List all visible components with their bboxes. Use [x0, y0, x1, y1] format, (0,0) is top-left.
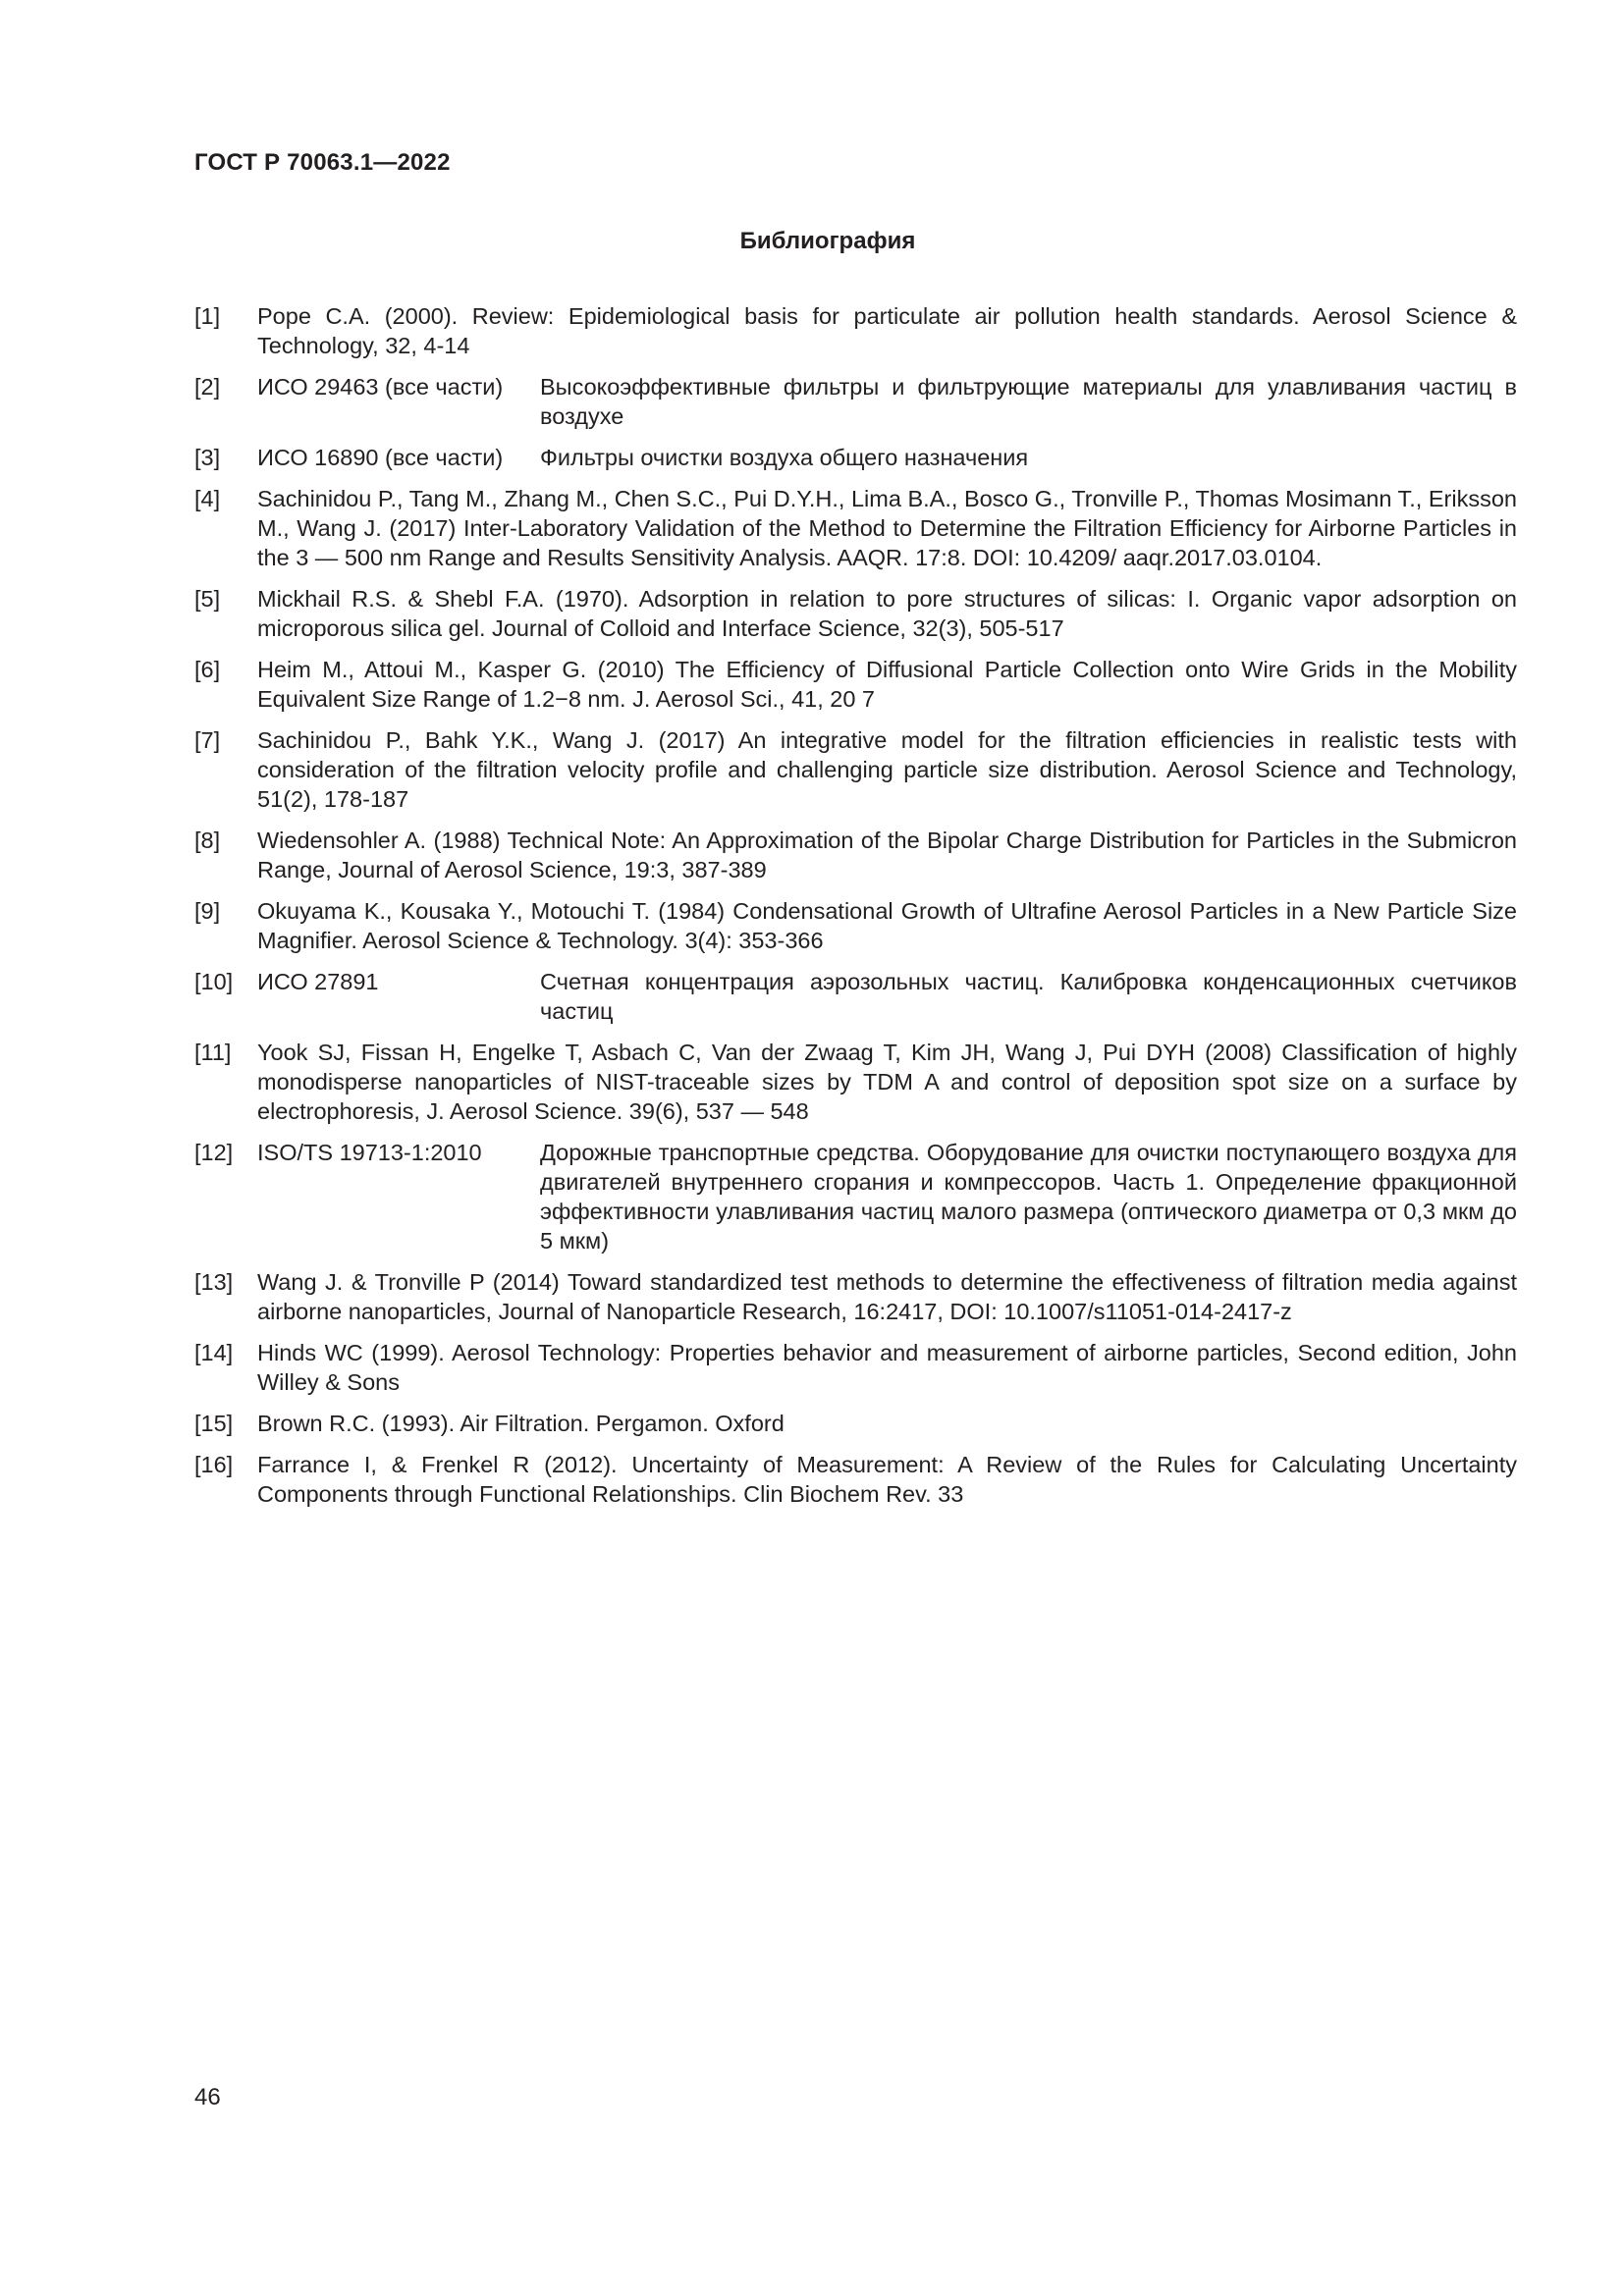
bibliography-entry: [194, 1267, 1517, 1326]
bibliography-entry: [194, 1450, 1517, 1509]
entry-text: Yook SJ, Fissan H, Engelke T, Asbach C, Van der Zwaag T, Kim JH, Wang J, Pui DYH (2008) Classification of highly monodisperse nanoparticles of NIST-traceable sizes by TDM A and control of deposition spot size on a surface by electrophoresis, J. Aerosol Science. 39(6), 537 — 548: [257, 1040, 1517, 1124]
entry-number: [15]: [194, 1411, 234, 1436]
entry-text: Okuyama K., Kousaka Y., Motouchi T. (1984) Condensational Growth of Ultrafine Aerosol Particles in a New Particle Size Magnifier. Aerosol Science & Technology. 3(4): 353-366: [257, 898, 1517, 953]
entry-number: [3]: [194, 445, 221, 470]
entry-standard-title: Счетная концентрация аэрозольных частиц. Калибровка конденсационных счетчиков частиц: [540, 969, 1517, 1024]
entry-number: [5]: [194, 586, 221, 612]
entry-number: [4]: [194, 486, 221, 511]
entry-text: Sachinidou P., Bahk Y.K., Wang J. (2017) An integrative model for the filtration efficiencies in realistic tests with consideration of the filtration velocity profile and challenging particle size distribution. Aerosol Science and Technology, 51(2), 178-187: [257, 727, 1517, 812]
bibliography-entry: [194, 443, 1517, 472]
entry-standard-code: ISO/TS 19713-1:2010: [257, 1140, 482, 1165]
entry-text: Mickhail R.S. & Shebl F.A. (1970). Adsorption in relation to pore structures of silicas: I. Organic vapor adsorption on microporous silica gel. Journal of Colloid and Interface Science, 32(3), 505-517: [257, 586, 1517, 641]
entry-number: [14]: [194, 1340, 234, 1365]
bibliography-list: [194, 301, 1517, 1521]
entry-text: Heim M., Attoui M., Kasper G. (2010) The Efficiency of Diffusional Particle Collection onto Wire Grids in the Mobility Equivalent Size Range of 1.2−8 nm. J. Aerosol Sci., 41, 20 7: [257, 657, 1517, 712]
entry-number: [6]: [194, 657, 221, 682]
entry-number: [7]: [194, 727, 221, 753]
bibliography-entry: [194, 372, 1517, 431]
entry-standard-code: ИСО 27891: [257, 969, 379, 994]
entry-number: [10]: [194, 969, 234, 994]
entry-number: [12]: [194, 1140, 234, 1165]
entry-text: Hinds WC (1999). Aerosol Technology: Properties behavior and measurement of airborne particles, Second edition, John Willey & Sons: [257, 1340, 1517, 1395]
bibliography-entry: [194, 1138, 1517, 1255]
bibliography-entry: [194, 725, 1517, 814]
entry-standard-code: ИСО 16890 (все части): [257, 445, 504, 470]
bibliography-entry: [194, 896, 1517, 955]
entry-standard-title: Высокоэффективные фильтры и фильтрующие материалы для улавливания частиц в воздухе: [540, 374, 1517, 429]
entry-number: [8]: [194, 828, 221, 853]
section-title: Библиография: [739, 228, 916, 254]
entry-standard-title: Дорожные транспортные средства. Оборудование для очистки поступающего воздуха для двигателей внутреннего сгорания и компрессоров. Часть 1. Определение фракционной эффективности улавливания частиц малого размера (оптического диаметра от 0,3 мкм до 5 мкм): [540, 1140, 1517, 1254]
entry-number: [13]: [194, 1269, 234, 1295]
bibliography-entry: [194, 484, 1517, 572]
bibliography-entry: [194, 1409, 1517, 1438]
page-number: 46: [194, 2084, 221, 2110]
entry-text: Pope C.A. (2000). Review: Epidemiological basis for particulate air pollution health standards. Aerosol Science & Technology, 32, 4-14: [257, 303, 1517, 358]
bibliography-entry: [194, 584, 1517, 643]
bibliography-entry: [194, 826, 1517, 884]
entry-number: [9]: [194, 898, 221, 924]
entry-text: Sachinidou P., Tang M., Zhang M., Chen S.C., Pui D.Y.H., Lima B.A., Bosco G., Tronville P., Thomas Mosimann T., Eriksson M., Wang J. (2017) Inter-Laboratory Validation of the Method to Determine the Filtration Efficiency for Airborne Particles in the 3 — 500 nm Range and Results Sensitivity Analysis. AAQR. 17:8. DOI: 10.4209/ aaqr.2017.03.0104.: [257, 486, 1517, 570]
entry-standard-title: Фильтры очистки воздуха общего назначения: [540, 445, 1029, 470]
entry-number: [11]: [194, 1040, 232, 1065]
entry-text: Wang J. & Tronville P (2014) Toward standardized test methods to determine the effectiveness of filtration media against airborne nanoparticles, Journal of Nanoparticle Research, 16:2417, DOI: 10.1007/s11051-014-2417-z: [257, 1269, 1517, 1324]
bibliography-entry: [194, 301, 1517, 360]
bibliography-entry: [194, 655, 1517, 714]
entry-text: Farrance I, & Frenkel R (2012). Uncertainty of Measurement: A Review of the Rules for Calculating Uncertainty Components through Functional Relationships. Clin Biochem Rev. 33: [257, 1452, 1517, 1507]
entry-text: Brown R.C. (1993). Air Filtration. Pergamon. Oxford: [257, 1411, 785, 1436]
document-header: ГОСТ Р 70063.1—2022: [194, 149, 451, 176]
entry-number: [2]: [194, 374, 221, 400]
entry-number: [1]: [194, 303, 221, 329]
entry-text: Wiedensohler A. (1988) Technical Note: An Approximation of the Bipolar Charge Distribution for Particles in the Submicron Range, Journal of Aerosol Science, 19:3, 387-389: [257, 828, 1517, 882]
entry-number: [16]: [194, 1452, 234, 1477]
bibliography-entry: [194, 1038, 1517, 1126]
bibliography-entry: [194, 1338, 1517, 1397]
entry-standard-code: ИСО 29463 (все части): [257, 374, 504, 400]
bibliography-entry: [194, 967, 1517, 1026]
